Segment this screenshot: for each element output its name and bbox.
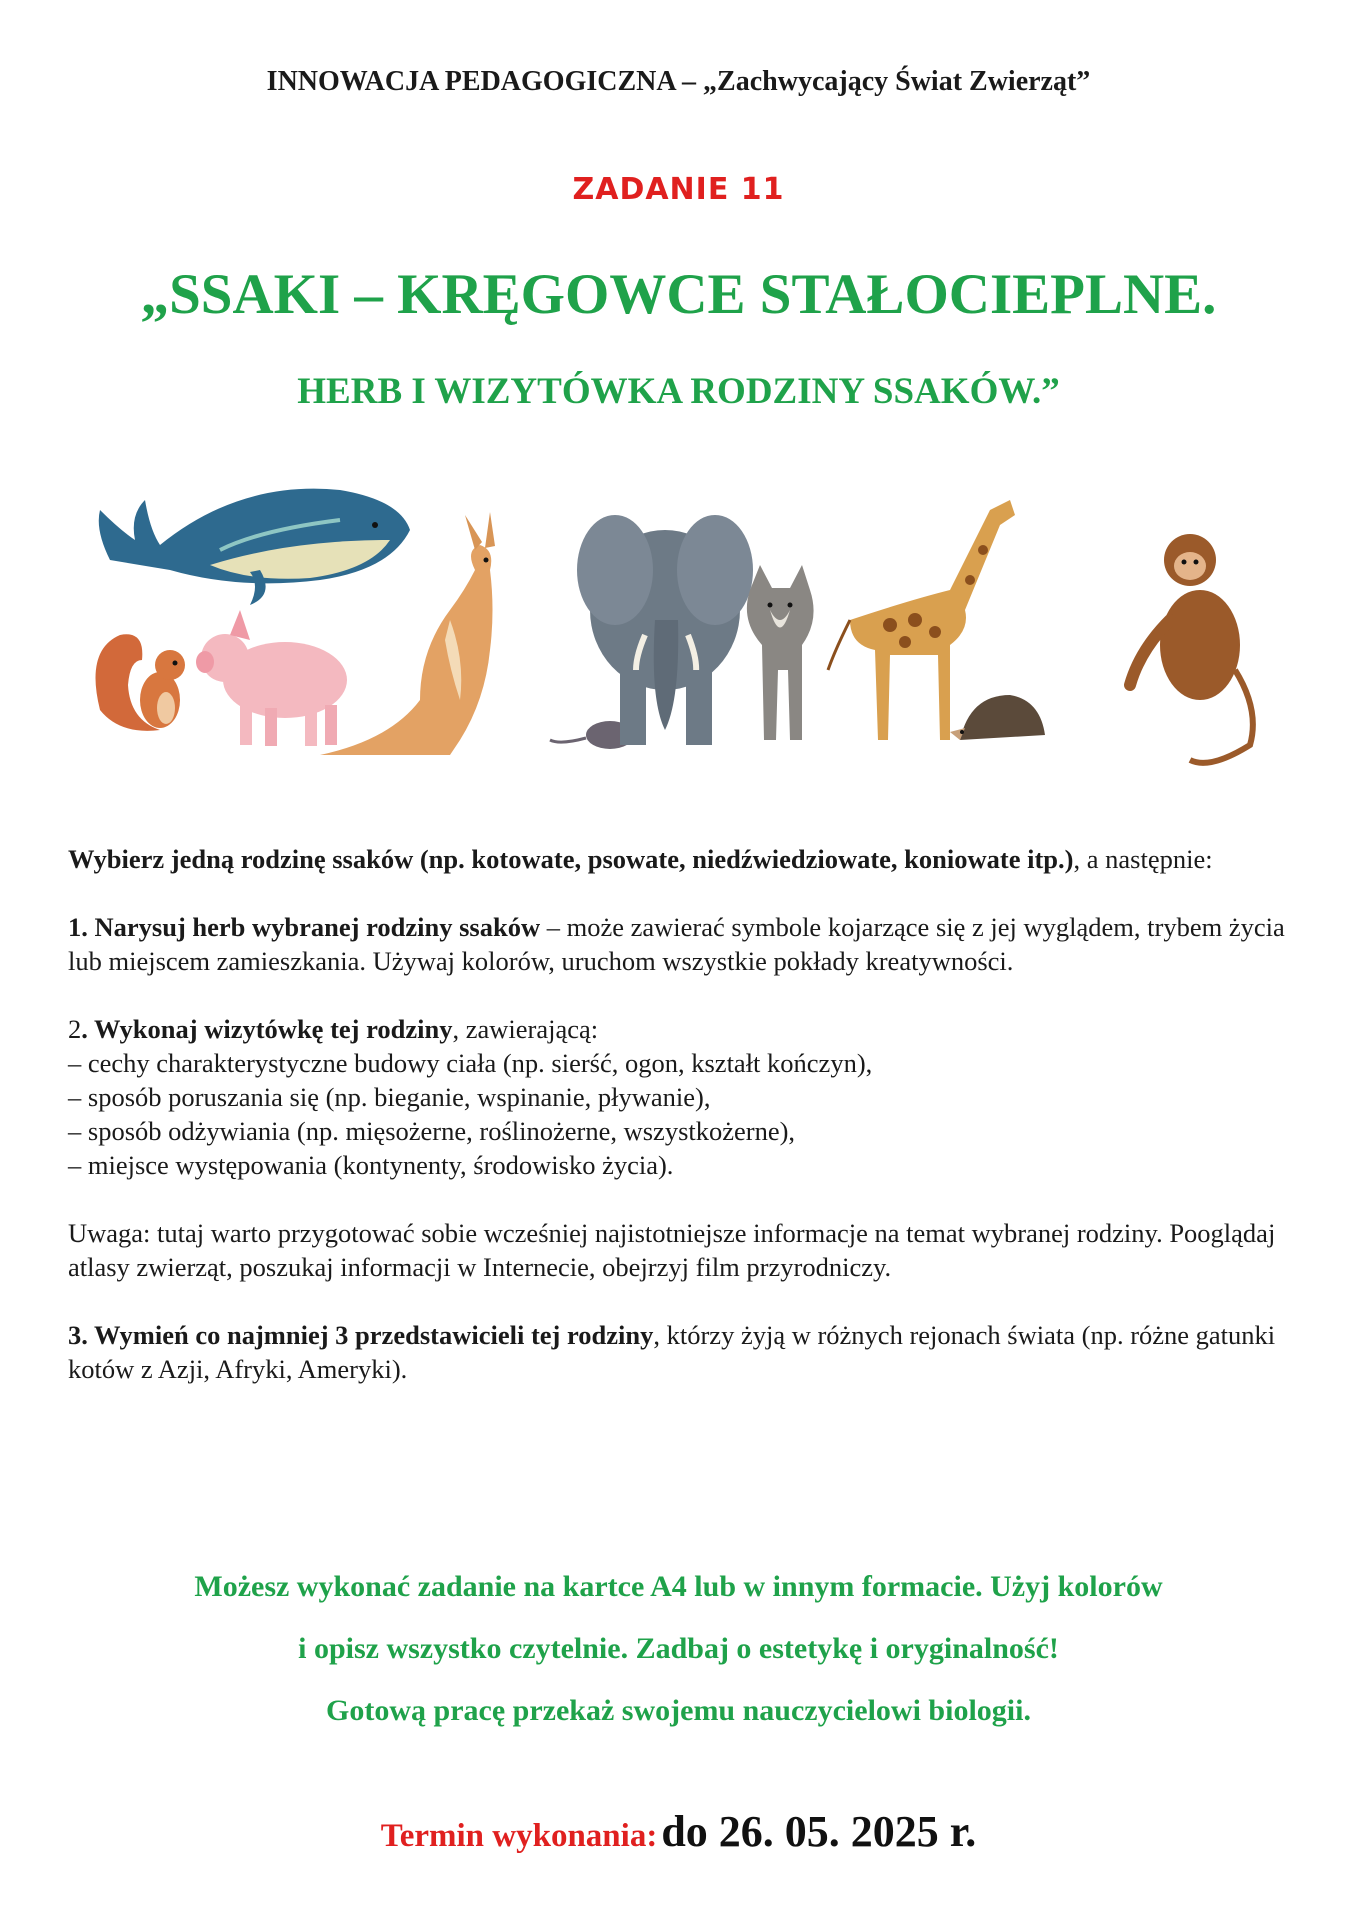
list-item: – cechy charakterystyczne budowy ciała (np. sierść, ogon, kształt kończyn), (68, 1048, 873, 1078)
step-2-bold: . Wykonaj wizytówkę tej rodziny (81, 1014, 453, 1044)
step-1-paragraph (68, 910, 1308, 978)
note-paragraph: Uwaga: tutaj warto przygotować sobie wcześniej najistotniejsze informacje na temat wybranej rodziny. Pooglądaj atlasy zwierząt, poszukaj informacji w Internecie, obejrzyj film przyrodniczy. (68, 1218, 1276, 1282)
elephant-illustration (577, 515, 753, 745)
list-item: – sposób poruszania się (np. bieganie, wspinanie, pływanie), (68, 1082, 711, 1112)
title-line-1: „SSAKI – KRĘGOWCE STAŁOCIEPLNE. (140, 263, 1217, 326)
step-3-paragraph (68, 1318, 1308, 1386)
title-line-2: HERB I WIZYTÓWKA RODZINY SSAKÓW.” (297, 371, 1060, 412)
hedgehog-illustration (950, 695, 1045, 740)
deadline (0, 1806, 1357, 1857)
step-3-rest: , którzy żyją w różnych rejonach świata (np. różne gatunki kotów z Azji, Afryki, Ameryki). (68, 1320, 1276, 1384)
green-note-line-3: Gotową pracę przekaż swojemu nauczycielowi biologii. (326, 1694, 1031, 1727)
step-2-rest: , zawierającą: (452, 1014, 599, 1044)
intro-bold: Wybierz jedną rodzinę ssaków (np. kotowate, psowate, niedźwiedziowate, koniowate itp.) (68, 844, 1074, 874)
green-note-line-1: Możesz wykonać zadanie na kartce A4 lub w innym formacie. Użyj kolorów (194, 1570, 1163, 1603)
mammals-illustration (90, 470, 1270, 770)
intro-rest: , a następnie: (1073, 844, 1213, 874)
intro-paragraph (68, 842, 1308, 876)
task-number: ZADANIE 11 (572, 172, 785, 207)
step-2-paragraph (68, 1012, 1308, 1046)
task-instructions (68, 842, 1308, 1386)
deadline-label: Termin wykonania: (380, 1818, 658, 1854)
list-item: – miejsce występowania (kontynenty, środowisko życia). (68, 1150, 674, 1180)
list-item: – sposób odżywiania (np. mięsożerne, roślinożerne, wszystkożerne), (68, 1116, 796, 1146)
pig-illustration (196, 610, 347, 746)
step-1-rest: – może zawierać symbole kojarzące się z jej wyglądem, trybem życia lub miejscem zamieszkania. Używaj kolorów, uruchom wszystkie pokłady kreatywności. (68, 912, 1285, 976)
step-3-bold: 3. Wymień co najmniej 3 przedstawicieli tej rodziny (68, 1320, 654, 1350)
whale-illustration (99, 489, 410, 605)
document-header: INNOWACJA PEDAGOGICZNA – „Zachwycający Świat Zwierząt” (266, 66, 1091, 97)
step-2-number: 2 (68, 1014, 82, 1044)
green-note-line-2: i opisz wszystko czytelnie. Zadbaj o estetykę i oryginalność! (298, 1632, 1059, 1665)
wolf-illustration (747, 565, 814, 740)
squirrel-illustration (96, 634, 186, 731)
step-1-bold: 1. Narysuj herb wybranej rodziny ssaków (68, 912, 541, 942)
monkey-illustration (1130, 534, 1253, 763)
deadline-date: do 26. 05. 2025 r. (661, 1807, 977, 1856)
